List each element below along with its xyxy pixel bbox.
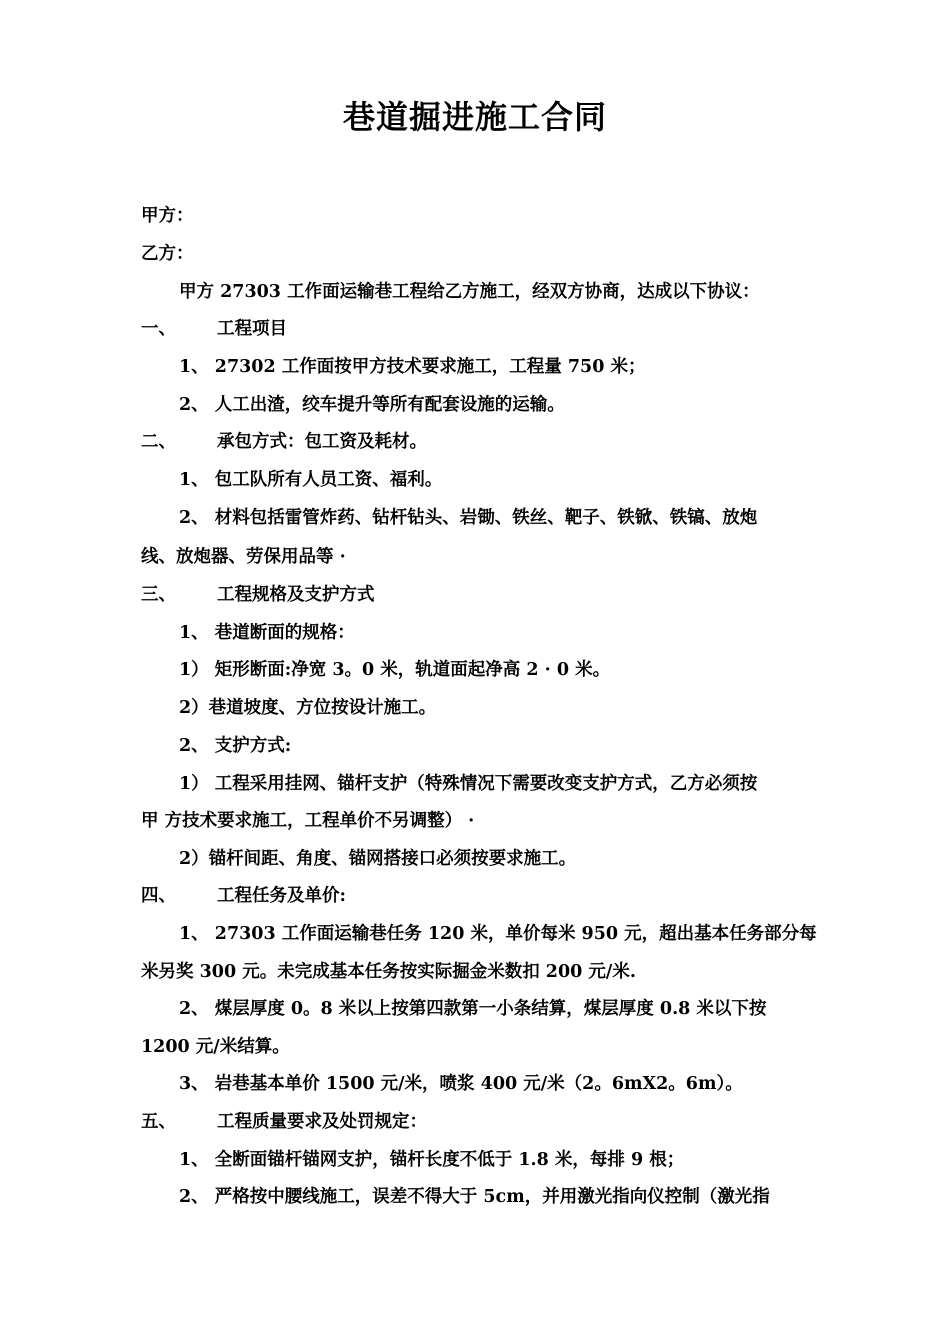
section-3-item-1: 1、 巷道断面的规格： [179,623,355,643]
section-1-item-1: 1、 27302 工作面按甲方技术要求施工，工程量 750 米； [179,357,646,377]
section-2-item-2-line-2: 线、放炮器、劳保用品等 · [141,547,346,567]
section-1-number: 一、 [141,319,176,339]
intro-paragraph: 甲方 27303 工作面运输巷工程给乙方施工，经双方协商，达成以下协议： [179,282,760,302]
section-2-heading: 承包方式：包工资及耗材。 [217,432,427,452]
section-2-item-1: 1、 包工队所有人员工资、福利。 [179,470,443,490]
section-5-number: 五、 [141,1112,176,1132]
section-3-item-2-sub-1-line-1: 1） 工程采用挂网、锚杆支护（特殊情况下需要改变支护方式，乙方必须按 [179,774,758,794]
section-1-item-2: 2、 人工出渣，绞车提升等所有配套设施的运输。 [179,395,565,415]
section-3-item-2-sub-2: 2）锚杆间距、角度、锚网搭接口必须按要求施工。 [179,849,577,869]
section-3-item-2-sub-1-line-2: 甲 方技术要求施工，工程单价不另调整） · [141,811,475,831]
section-4-item-2-line-2: 1200 元/米结算。 [141,1037,290,1057]
section-4-item-2-line-1: 2、 煤层厚度 0。8 米以上按第四款第一小条结算，煤层厚度 0.8 米以下按 [179,999,767,1019]
party-a-line: 甲方： [141,206,194,226]
document-title: 巷道掘进施工合同 [342,98,607,136]
section-2-number: 二、 [141,432,176,452]
section-3-number: 三、 [141,585,176,605]
section-3-item-2: 2、 支护方式: [179,736,292,756]
section-4-number: 四、 [141,886,176,906]
section-1-heading: 工程项目 [217,319,287,339]
section-4-item-1-line-2: 米另奖 300 元。未完成基本任务按实际掘金米数扣 200 元/米. [141,962,636,982]
section-5-heading: 工程质量要求及处罚规定： [217,1112,427,1132]
section-5-item-1: 1、 全断面锚杆锚网支护，锚杆长度不低于 1.8 米，每排 9 根； [179,1150,685,1170]
section-5-item-2: 2、 严格按中腰线施工，误差不得大于 5cm，并用激光指向仪控制（激光指 [179,1187,770,1207]
section-2-item-2-line-1: 2、 材料包括雷管炸药、钻杆钻头、岩锄、铁丝、靶子、铁锨、铁镐、放炮 [179,508,758,528]
party-b-line: 乙方： [141,244,194,264]
section-3-heading: 工程规格及支护方式 [217,585,375,605]
section-4-item-1-line-1: 1、 27303 工作面运输巷任务 120 米，单价每米 950 元，超出基本任务部分每 [179,924,817,944]
section-4-item-3: 3、 岩巷基本单价 1500 元/米，喷浆 400 元/米（2。6mX2。6m）。 [179,1074,743,1094]
section-3-item-1-sub-2: 2）巷道坡度、方位按设计施工。 [179,698,437,718]
section-4-heading: 工程任务及单价: [217,886,346,906]
section-3-item-1-sub-1: 1） 矩形断面:净宽 3。0 米，轨道面起净高 2 · 0 米。 [179,660,611,680]
